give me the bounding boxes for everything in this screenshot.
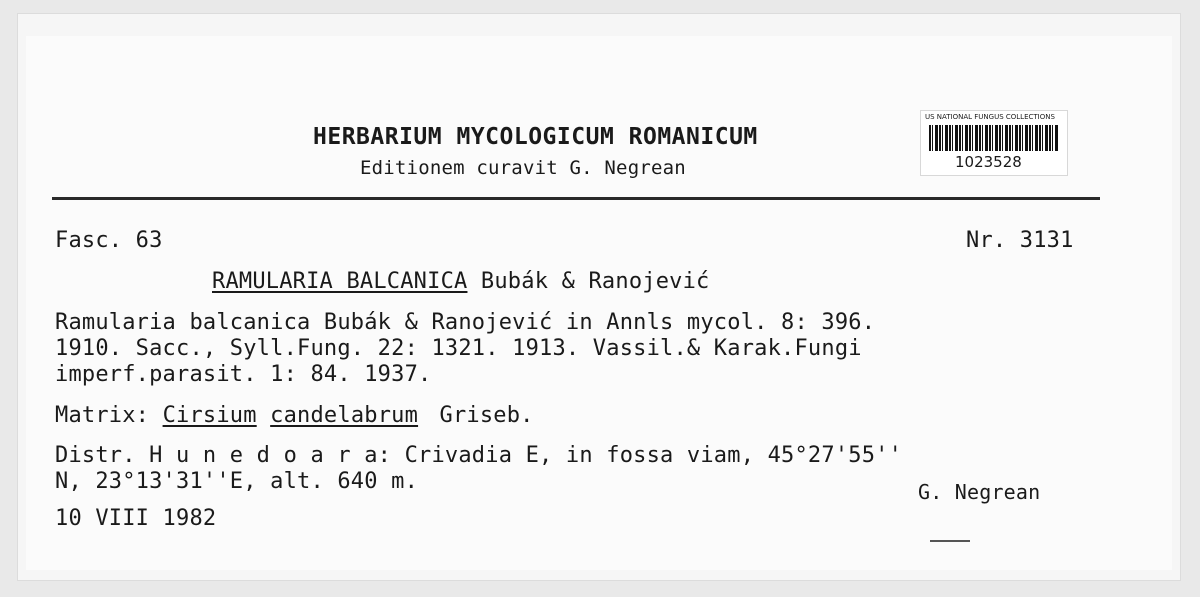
- species-authority: Bubák & Ranojević: [480, 269, 710, 294]
- matrix-species: candelabrum: [270, 403, 419, 428]
- matrix-line: [55, 403, 534, 428]
- collector: G. Negrean: [918, 480, 1041, 504]
- header-subtitle: Editionem curavit G. Negrean: [360, 157, 686, 179]
- distribution-line-1: Distr. H u n e d o a r a: Crivadia E, in fossa viam, 45°27'55'': [55, 443, 903, 468]
- citation-line-2: 1910. Sacc., Syll.Fung. 22: 1321. 1913. Vassil.& Karak.Fungi: [55, 336, 862, 361]
- citation-line-3: imperf.parasit. 1: 84. 1937.: [55, 362, 432, 387]
- species-name: RAMULARIA BALCANICA: [212, 269, 468, 294]
- barcode-label: [920, 110, 1068, 176]
- matrix-genus: Cirsium: [162, 403, 257, 428]
- barcode-caption: US NATIONAL FUNGUS COLLECTIONS: [925, 113, 1055, 121]
- species-heading: [212, 269, 710, 294]
- header-divider: [52, 197, 1100, 200]
- matrix-authority: Griseb.: [439, 403, 534, 428]
- distribution-line-2: N, 23°13'31''E, alt. 640 m.: [55, 469, 419, 494]
- fascicle: Fasc. 63: [55, 228, 163, 253]
- barcode-icon: [929, 125, 1059, 151]
- cropped-text-fragment: [930, 540, 970, 542]
- matrix-label: Matrix:: [55, 403, 150, 428]
- collection-date: 10 VIII 1982: [55, 506, 217, 531]
- barcode-number: 1023528: [955, 153, 1022, 171]
- header-title: HERBARIUM MYCOLOGICUM ROMANICUM: [313, 124, 758, 150]
- specimen-number: Nr. 3131: [966, 228, 1074, 253]
- citation-line-1: Ramularia balcanica Bubák & Ranojević in Annls mycol. 8: 396.: [55, 310, 876, 335]
